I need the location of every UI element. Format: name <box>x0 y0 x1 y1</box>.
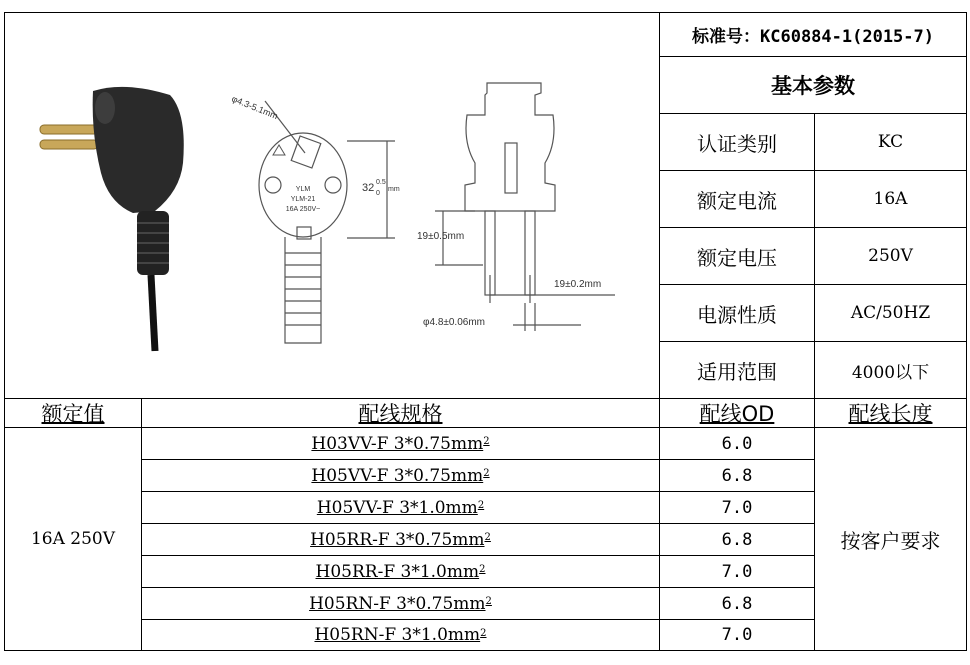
panel-title: 基本参数 <box>659 56 967 114</box>
warning-icon <box>273 145 285 155</box>
wire-spec-cell: H05RN-F 3*0.75mm 2 <box>141 587 660 620</box>
header-wire-spec: 配线规格 <box>141 398 660 428</box>
wire-spec-cell: H05RN-F 3*1.0mm 2 <box>141 619 660 651</box>
row-label-current: 额定电流 <box>659 170 815 228</box>
row-label-range: 适用范围 <box>659 341 815 399</box>
wire-od-cell: 6.0 <box>659 427 815 460</box>
brand-label: YLM <box>295 186 311 193</box>
row-label-cert: 认证类别 <box>659 113 815 171</box>
height-tol-bottom: 0 <box>376 190 380 197</box>
row-value-cert: KC <box>814 113 967 171</box>
row-value-voltage: 250V <box>814 227 967 285</box>
rating-label: 16A 250V~ <box>285 206 321 213</box>
row-label-voltage: 额定电压 <box>659 227 815 285</box>
pin-diameter-label: φ4.8±0.06mm <box>423 317 485 328</box>
length-note: 按客户要求 <box>814 427 967 651</box>
pin-length-label: 19±0.5mm <box>417 231 465 242</box>
row-label-power: 电源性质 <box>659 284 815 342</box>
wire-spec-cell: H05RR-F 3*1.0mm 2 <box>141 555 660 588</box>
row-value-range: 4000以下 <box>814 341 967 399</box>
wire-spec-cell: H05VV-F 3*0.75mm 2 <box>141 459 660 492</box>
height-unit: mm <box>388 186 400 193</box>
header-wire-od: 配线OD <box>659 398 815 428</box>
wire-od-cell: 6.8 <box>659 523 815 556</box>
header-rating: 额定值 <box>4 398 142 428</box>
model-label: YLM-21 <box>290 196 316 203</box>
product-image-area <box>4 12 660 399</box>
wire-spec-cell: H03VV-F 3*0.75mm 2 <box>141 427 660 460</box>
wire-od-cell: 7.0 <box>659 491 815 524</box>
plug-drawings <box>5 13 659 398</box>
pin-dia-label: φ4.3-5.1mm <box>230 93 280 122</box>
plug-side-view <box>435 83 615 331</box>
height-label: 32 <box>362 182 375 194</box>
pin-spacing-label: 19±0.2mm <box>554 279 602 290</box>
standard-number: 标准号：KC60884-1(2015-7) <box>659 12 967 57</box>
wire-od-cell: 7.0 <box>659 555 815 588</box>
wire-od-cell: 7.0 <box>659 619 815 651</box>
wire-spec-cell: H05RR-F 3*0.75mm 2 <box>141 523 660 556</box>
row-value-power: AC/50HZ <box>814 284 967 342</box>
wire-od-cell: 6.8 <box>659 459 815 492</box>
height-tol-top: 0.5 <box>376 179 386 186</box>
row-value-current: 16A <box>814 170 967 228</box>
rating-value: 16A 250V <box>4 427 142 651</box>
plug-front-view <box>259 101 395 343</box>
wire-od-cell: 6.8 <box>659 587 815 620</box>
wire-spec-cell: H05VV-F 3*1.0mm 2 <box>141 491 660 524</box>
header-wire-length: 配线长度 <box>814 398 967 428</box>
plug-photo <box>40 87 184 351</box>
